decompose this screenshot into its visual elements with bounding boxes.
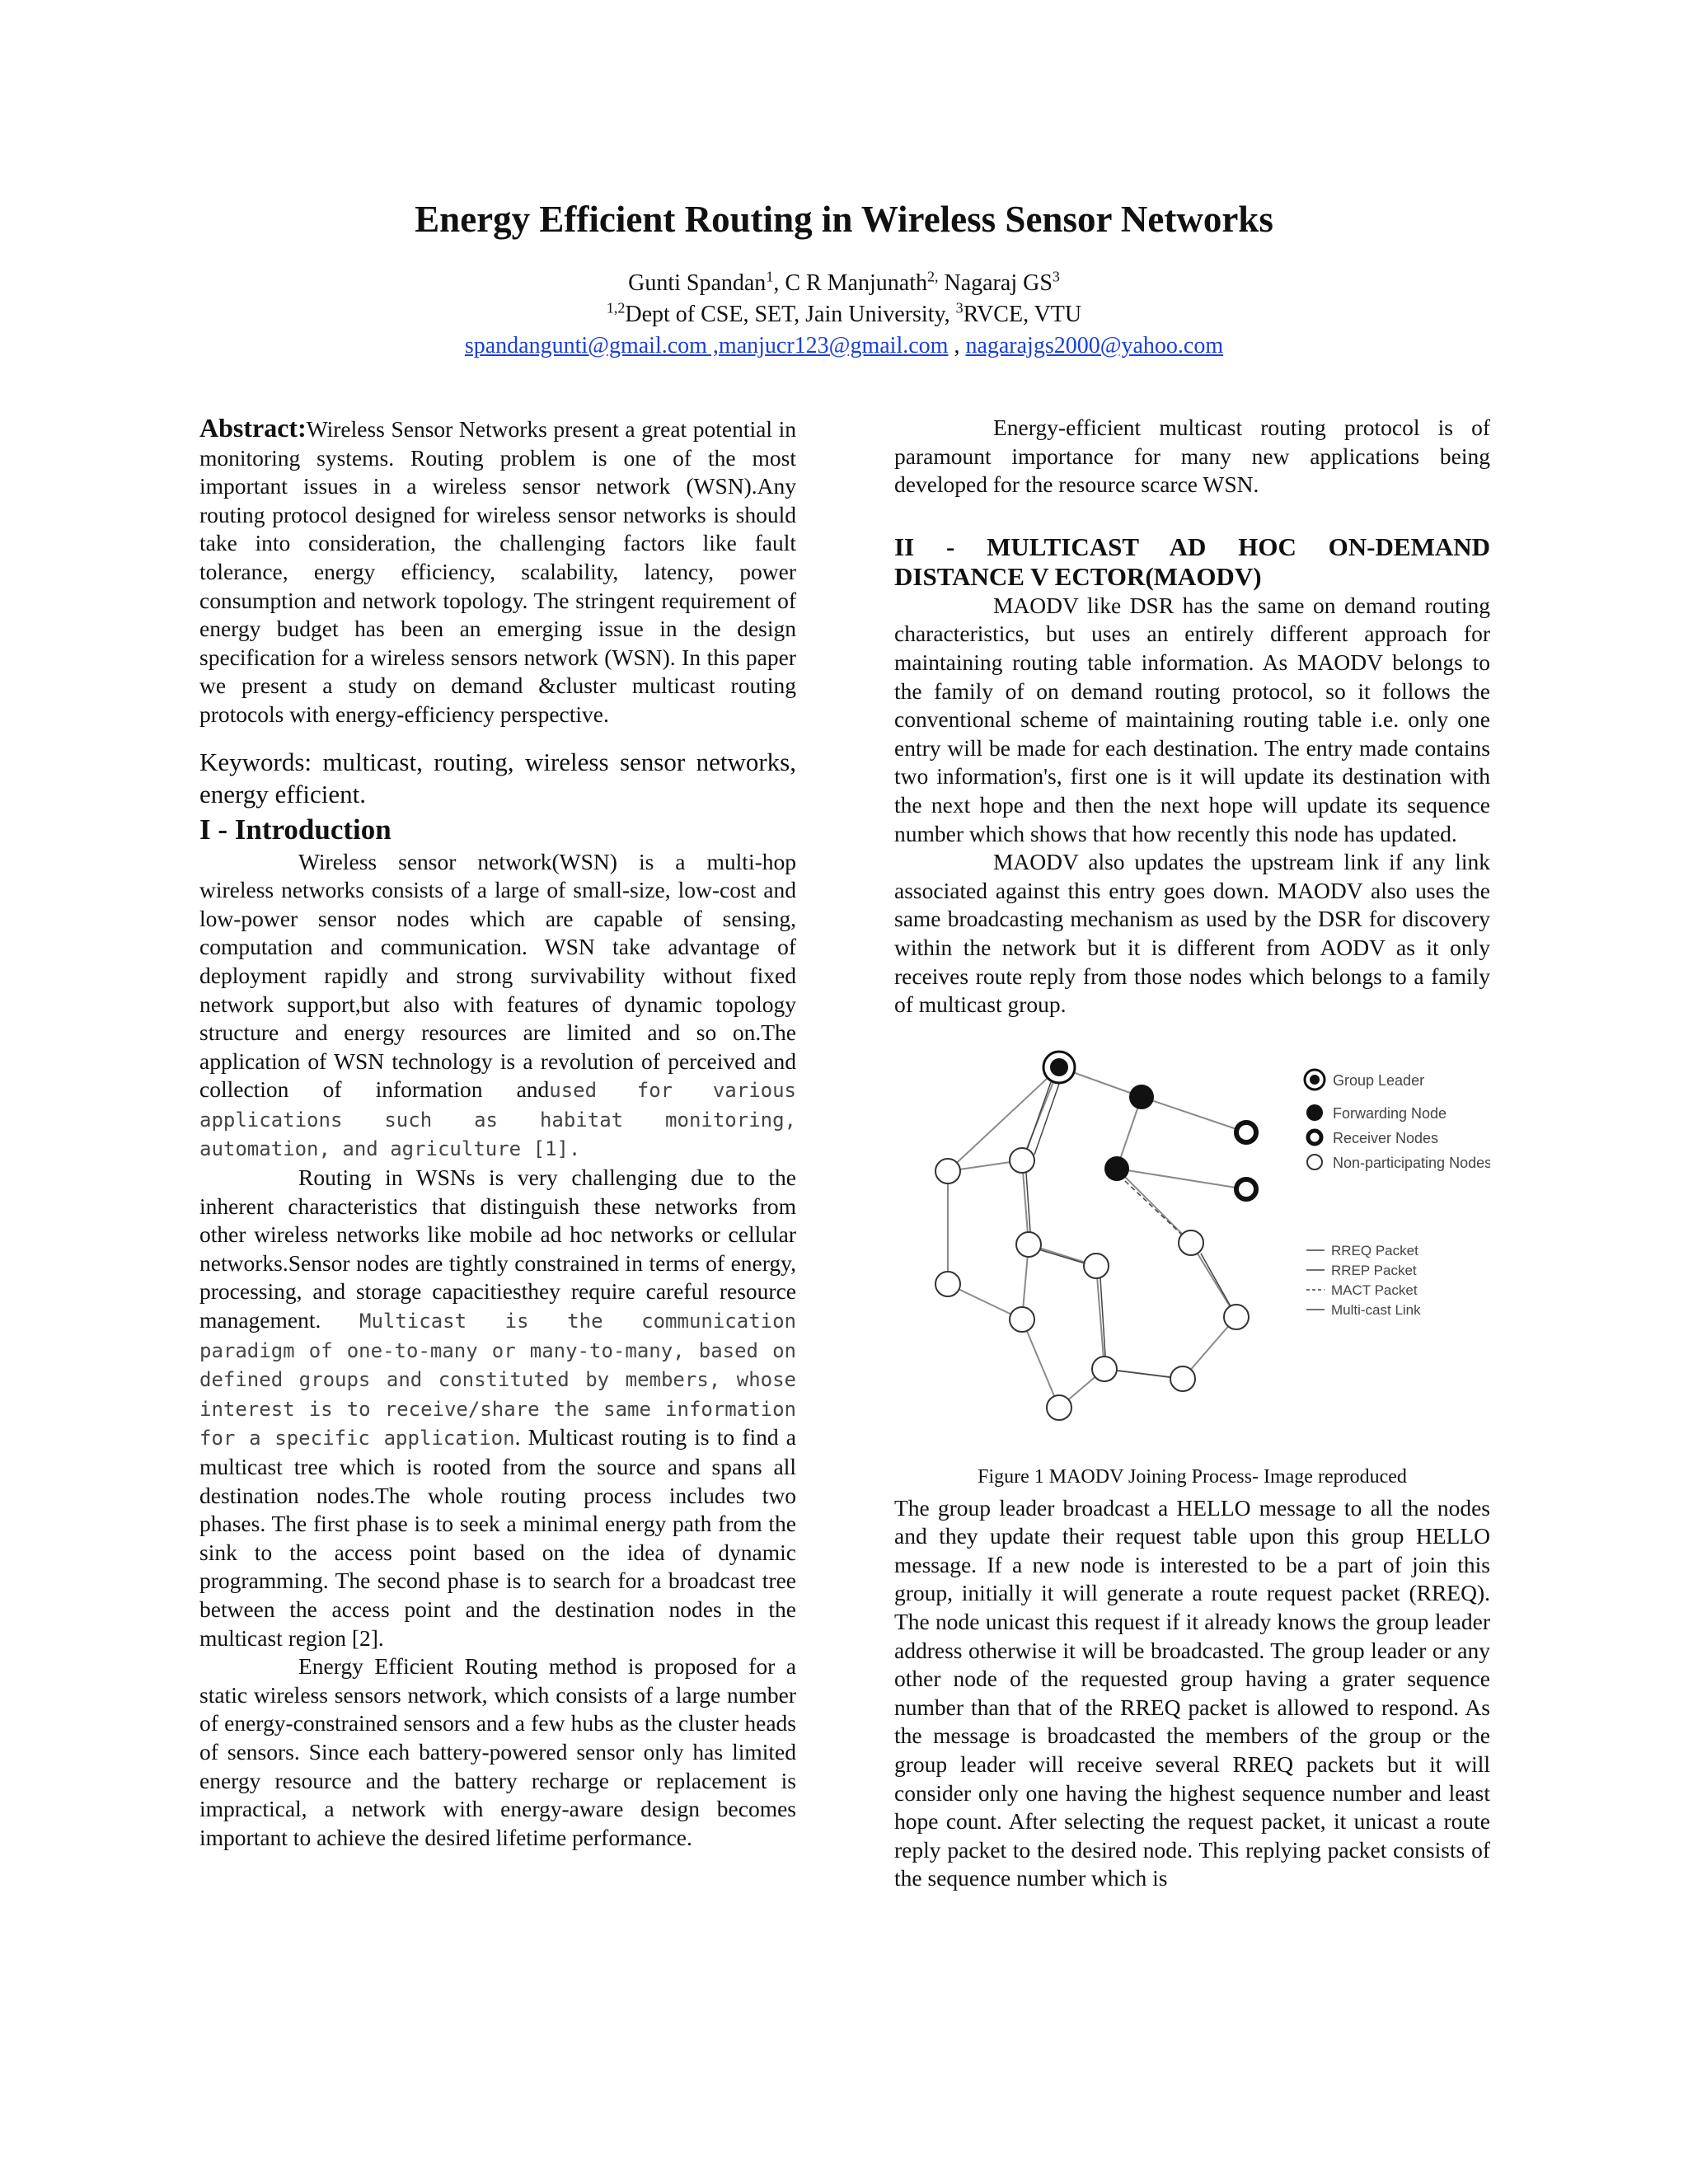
- intro-paragraph-1: [199, 848, 796, 1165]
- non-participating-node: [1092, 1357, 1117, 1381]
- non-participating-node: [935, 1272, 960, 1296]
- legend-forwarding: Forwarding Node: [1333, 1104, 1447, 1122]
- right-paragraph-0: Energy-efficient multicast routing protocol is of paramount importance for many new applications being developed for the resource scarce WSN.: [894, 415, 1490, 498]
- affiliations: [0, 299, 1688, 330]
- abstract: [199, 414, 796, 729]
- figure-caption: Figure 1 MAODV Joining Process- Image reproduced: [978, 1465, 1407, 1488]
- legend-rreq: RREQ Packet: [1331, 1242, 1418, 1258]
- maodv-paragraph-2: MAODV also updates the upstream link if any link associated against this entry goes down. MAODV also uses the same broadcasting mechanism as used by the DSR for discovery within the network but it is different from AODV as it only receives route reply from those nodes which belongs to a family of multicast group.: [894, 849, 1490, 1018]
- legend-forwarding-icon: [1306, 1104, 1323, 1121]
- paper-title: Energy Efficient Routing in Wireless Sensor Networks: [415, 199, 1273, 240]
- right-column: [894, 414, 1490, 1893]
- email-link-1[interactable]: spandangunti@gmail.com ,manjucr123@gmail.com: [464, 333, 949, 359]
- emails: [0, 330, 1688, 362]
- author-3: Nagaraj GS: [938, 270, 1053, 296]
- intro-p2-mono: Multicast is the communication paradigm of one-to-many or many-to-many, based on defined groups and constituted by members, whose interest is to receive/share the same information for a specific application: [199, 1310, 796, 1451]
- non-participating-node: [1170, 1366, 1195, 1391]
- intro-p2-end: . Multicast routing is to find a multicast tree which is rooted from the source and spans all destination nodes.The whole routing process includes two phases. The first phase is to seek a minimal energy path from the sink to the access point based on the idea of dynamic programming. The second phase is to search for a broadcast tree between the access point and the destination nodes in the multicast region [2].: [199, 1424, 796, 1651]
- forwarding-node: [1129, 1085, 1154, 1109]
- intro-p2-text: Routing in WSNs is very challenging due to the inherent characteristics that distinguish these networks from other wireless networks like mobile ad hoc networks or cellular networks.Sensor nodes are tightly constrained in terms of energy, processing, and storage capacitiesthey require careful resource management.: [199, 1165, 796, 1333]
- legend-rrep: RREP Packet: [1331, 1262, 1417, 1278]
- non-participating-node: [1224, 1305, 1249, 1329]
- forwarding-node: [1104, 1156, 1129, 1181]
- author-block: [0, 268, 1688, 362]
- affiliation-1-sup: 1,2: [606, 299, 626, 316]
- receiver-node: [1236, 1179, 1256, 1199]
- legend-receiver-icon: [1308, 1131, 1321, 1144]
- non-participating-node: [1010, 1148, 1034, 1173]
- maodv-figure: [894, 1049, 1490, 1461]
- maodv-paragraph-1: MAODV like DSR has the same on demand routing characteristics, but uses an entirely different approach for maintaining routing table information. As MAODV belongs to the family of on demand routing protocol, so it follows the conventional scheme of maintaining routing table i.e. only one entry will be made for each destination. The entry made contains two information's, first one is it will update its destination with the next hope and then the next hope will update its sequence number which shows that how recently this node has updated.: [894, 592, 1490, 846]
- section-2-heading: II - MULTICAST AD HOC ON-DEMAND DISTANCE V ECTOR(MAODV): [894, 532, 1490, 591]
- abstract-text: Wireless Sensor Networks present a great potential in monitoring systems. Routing problem is one of the most important issues in a wireless sensor network (WSN).Any routing protocol designed for wireless sensor networks is should take into consideration, the challenging factors like fault tolerance, energy efficiency, scalability, latency, power consumption and network topology. The stringent requirement of energy budget has been an emerging issue in the design specification for a wireless sensors network (WSN). In this paper we present a study on demand &cluster multicast routing protocols with energy-efficiency perspective.: [199, 416, 796, 727]
- legend: [1305, 1070, 1490, 1318]
- receiver-node: [1236, 1122, 1256, 1142]
- legend-group-leader: Group Leader: [1333, 1071, 1425, 1089]
- non-participating-node: [1084, 1254, 1109, 1278]
- legend-multicast-link: Multi-cast Link: [1331, 1301, 1421, 1318]
- maodv-paragraph-3: The group leader broadcast a HELLO message to all the nodes and they update their request table upon this group HELLO message. If a new node is interested to be a part of join this group, initially it will generate a route request packet (RREQ). The node unicast this request if it already knows the group leader address otherwise it will be broadcasted. The group leader or any other node of the requested group having a grater sequence number than that of the RREQ packet is allowed to respond. As the message is broadcasted the members of the group or the group leader will receive several RREQ packets but it will consider only one having the highest sequence number and least hope count. After selecting the request packet, it unicast a route reply packet to the desired node. This replying packet consists of the sequence number which is: [894, 1494, 1490, 1891]
- affiliation-1: Dept of CSE, SET, Jain University,: [625, 302, 956, 327]
- maodv-network-diagram: [894, 1049, 1490, 1461]
- keywords: Keywords: multicast, routing, wireless sensor networks, energy efficient.: [199, 747, 796, 808]
- author-1-sup: 1: [766, 268, 774, 285]
- author-names: [0, 268, 1688, 299]
- non-participating-node: [1047, 1395, 1071, 1420]
- legend-non-participating-icon: [1307, 1155, 1322, 1169]
- packet-arrows: [1026, 1082, 1231, 1377]
- author-3-sup: 3: [1052, 268, 1060, 285]
- author-2-sup: 2,: [926, 268, 939, 285]
- non-participating-node: [935, 1159, 960, 1183]
- author-2: , C R Manjunath: [773, 270, 927, 296]
- author-1: Gunti Spandan: [628, 270, 767, 296]
- affiliation-2-sup: 3: [955, 299, 964, 316]
- intro-heading: I - Introduction: [199, 813, 392, 846]
- non-participating-node: [1016, 1232, 1041, 1257]
- email-separator: ,: [948, 333, 966, 359]
- non-participating-node: [1010, 1307, 1034, 1332]
- intro-p1-text: Wireless sensor network(WSN) is a multi-hop wireless networks consists of a large of small-size, low-cost and low-power sensor nodes which are capable of sensing, computation and communication. WSN take advantage of deployment rapidly and strong survivability without fixed network support,but also with features of dynamic topology structure and energy resources are limited and so on.The application of WSN technology is a revolution of perceived and collection of information and: [199, 848, 796, 1103]
- affiliation-2: RVCE, VTU: [963, 302, 1082, 327]
- email-link-2[interactable]: nagarajgs2000@yahoo.com: [965, 333, 1224, 359]
- intro-p1-mono: used for various applications such as habitat monitoring, automation, and agriculture [1].: [199, 1079, 796, 1161]
- intro-paragraph-2: [199, 1164, 796, 1652]
- legend-non-participating: Non-participating Nodes: [1333, 1154, 1490, 1171]
- legend-mact: MACT Packet: [1331, 1282, 1418, 1298]
- legend-receiver: Receiver Nodes: [1333, 1129, 1439, 1146]
- left-column: [199, 414, 796, 1852]
- non-participating-node: [1179, 1230, 1203, 1255]
- intro-paragraph-3: Energy Efficient Routing method is proposed for a static wireless sensors network, which consists of a large number of energy-constrained sensors and a few hubs as the cluster heads of sensors. Since each battery-powered sensor only has limited energy resource and the battery recharge or replacement is impractical, a network with energy-aware design becomes important to achieve the desired lifetime performance.: [199, 1653, 796, 1850]
- nodes: [935, 1052, 1256, 1420]
- abstract-heading: Abstract:: [199, 413, 307, 443]
